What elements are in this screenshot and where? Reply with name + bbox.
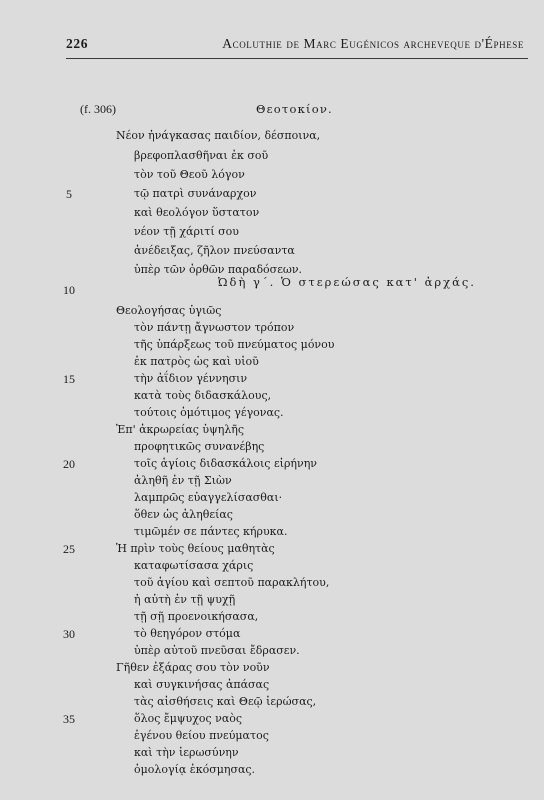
line-number: 15 xyxy=(63,372,75,386)
verse-line: ἐγένου θείου πνεύματος xyxy=(134,729,269,742)
line-number: 30 xyxy=(63,627,75,641)
verse-line: ὑπὲρ αὐτοῦ πνεῦσαι ἔδρασεν. xyxy=(134,644,300,657)
verse-line: καὶ θεολόγον ὕστατον xyxy=(134,206,260,219)
verse-line: Νέον ἠνάγκασας παιδίον, δέσποινα, xyxy=(116,129,321,142)
section-heading: Θεοτοκίον. xyxy=(256,102,333,116)
verse-line: ἀνέδειξας, ζῆλον πνεύσαντα xyxy=(134,244,295,257)
verse-line: ἡ αὐτὴ ἐν τῇ ψυχῇ xyxy=(134,593,236,606)
verse-line: Γῆθεν ἐξάρας σου τὸν νοῦν xyxy=(116,661,270,674)
verse-line: ὅλος ἔμψυχος ναὸς xyxy=(134,712,243,725)
verse-line: Θεολογήσας ὑγιῶς xyxy=(116,304,222,317)
line-number: 20 xyxy=(63,457,75,471)
ode-heading: Ὠδὴ γ´. Ὁ στερεώσας κατ' ἀρχάς. xyxy=(218,275,476,289)
verse-line: νέον τῇ χάριτί σου xyxy=(134,225,239,238)
line-number: 25 xyxy=(63,542,75,556)
line-number: 35 xyxy=(63,712,75,726)
verse-line: τοῦ ἁγίου καὶ σεπτοῦ παρακλήτου, xyxy=(134,576,330,589)
verse-line: ὅθεν ὡς ἀληθείας xyxy=(134,508,233,521)
verse-line: τὸ θεηγόρον στόμα xyxy=(134,627,241,640)
verse-line: κατὰ τοὺς διδασκάλους, xyxy=(134,389,272,402)
verse-line: Ἡ πρὶν τοὺς θείους μαθητὰς xyxy=(116,542,275,555)
verse-line: καταφωτίσασα χάρις xyxy=(134,559,254,572)
verse-line: ἀληθῆ ἐν τῇ Σιὼν xyxy=(134,474,232,487)
page-number: 226 xyxy=(66,36,89,51)
verse-line: λαμπρῶς εὐαγγελίσασθαι· xyxy=(134,491,283,504)
verse-line: τὴν ἀΐδιον γέννησιν xyxy=(134,372,248,385)
verse-line: προφητικῶς συνανέβης xyxy=(134,440,265,453)
verse-line: τῇ σῇ προενοικήσασα, xyxy=(134,610,259,623)
verse-line: τῆς ὑπάρξεως τοῦ πνεύματος μόνου xyxy=(134,338,335,351)
verse-line: καὶ τὴν ἱερωσύνην xyxy=(134,746,239,759)
header-rule xyxy=(66,58,528,59)
folio-reference: (f. 306) xyxy=(80,102,116,116)
verse-line: βρεφοπλασθῆναι ἐκ σοῦ xyxy=(134,149,269,162)
running-title: Acoluthie de Marc Eugénicos archeveque d'Éphese xyxy=(222,36,524,51)
line-number: 10 xyxy=(63,283,75,297)
verse-line: τὸν πάντῃ ἄγνωστον τρόπον xyxy=(134,321,295,334)
verse-line: καὶ συγκινήσας ἀπάσας xyxy=(134,678,270,691)
verse-line: τούτοις ὁμότιμος γέγονας. xyxy=(134,406,284,419)
verse-line: τοῖς ἁγίοις διδασκάλοις εἰρήνην xyxy=(134,457,317,470)
verse-line: ὑπὲρ τῶν ὀρθῶν παραδόσεων. xyxy=(134,263,303,276)
verse-line: ὁμολογίᾳ ἐκόσμησας. xyxy=(134,763,256,776)
verse-line: τὰς αἰσθήσεις καὶ Θεῷ ἱερώσας, xyxy=(134,695,317,708)
verse-line: Ἐπ' ἀκρωρείας ὑψηλῆς xyxy=(116,423,245,436)
verse-line: τὸν τοῦ Θεοῦ λόγον xyxy=(134,168,245,181)
verse-line: ἐκ πατρὸς ὡς καὶ υἱοῦ xyxy=(134,355,259,368)
verse-line: τῷ πατρὶ συνάναρχον xyxy=(134,187,257,200)
line-number: 5 xyxy=(66,187,72,201)
verse-line: τιμῶμέν σε πάντες κήρυκα. xyxy=(134,525,288,538)
